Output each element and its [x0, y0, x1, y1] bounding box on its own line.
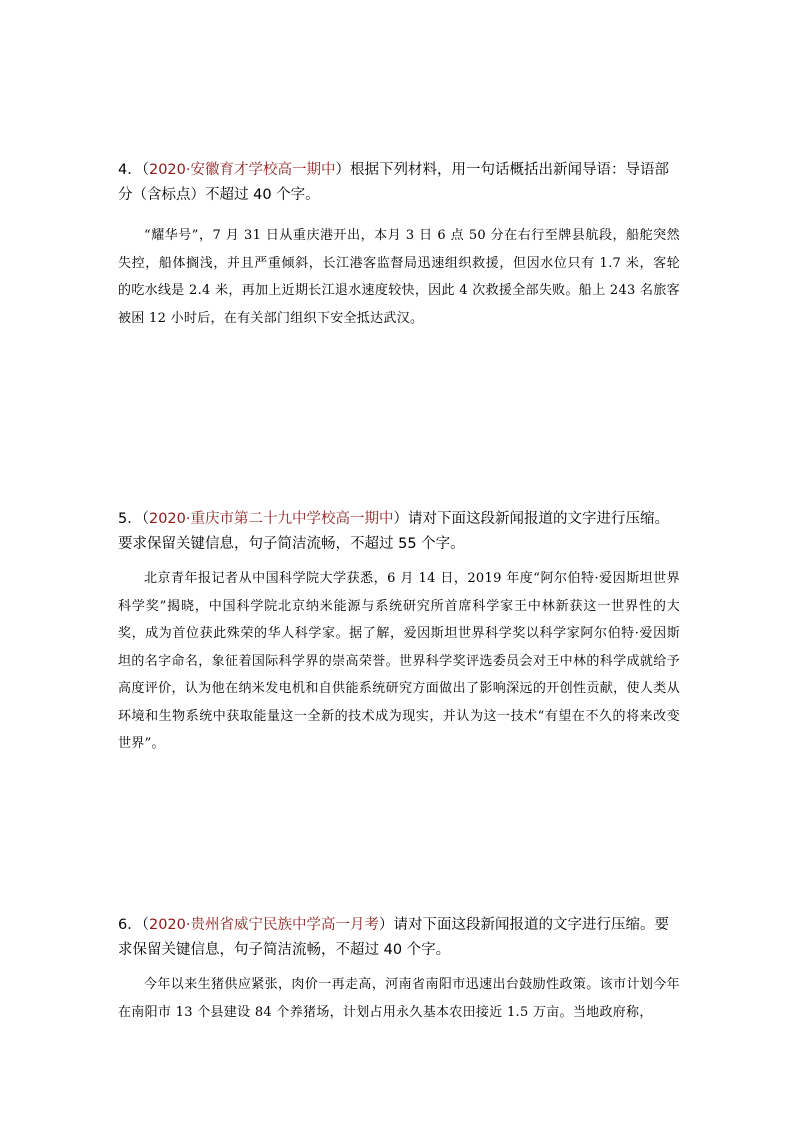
- question-instruction: 请对下面这段新闻报道的文字进行压缩。要求保留关键信息，句子简洁流畅，不超过 40 个字。: [118, 917, 669, 958]
- source-open-paren: （: [141, 511, 149, 527]
- question-source: 2020·重庆市第二十九中学校高一期中: [148, 511, 394, 527]
- question-4: [118, 158, 680, 332]
- question-instruction: 根据下列材料，用一句话概括出新闻导语：导语部分（含标点）不超过 40 个字。: [118, 162, 669, 203]
- question-number: 5．: [118, 511, 142, 527]
- question-number: 4．: [118, 162, 142, 178]
- question-5-material: 北京青年报记者从中国科学院大学获悉，6 月 14 日，2019 年度“阿尔伯特·爱因斯坦世界科学奖”揭晓，中国科学院北京纳米能源与系统研究所首席科学家王中林新获这一世界性的大奖，成为首位获此殊荣的华人科学家。据了解，爱因斯坦世界科学奖以科学家阿尔伯特·爱因斯坦的名字命名，象征着国际科学界的崇高荣誉。世界科学奖评选委员会对王中林的科学成就给予高度评价，认为他在纳米发电机和自供能系统研究方面做出了影响深远的开创性贡献，使人类从环境和生物系统中获取能量这一全新的技术成为现实，并认为这一技术“有望在不久的将来改变世界”。: [118, 571, 680, 751]
- question-4-material: “耀华号”，7 月 31 日从重庆港开出，本月 3 日 6 点 50 分在右行至牌县航段，船舵突然失控，船体搁浅，并且严重倾斜，长江港客监督局迅速组织救援，但因水位只有 1.7 米，客轮的吃水线是 2.4 米，再加上近期长江退水速度较快，因此 4 次救援全部失败。船上 243 名旅客被困 12 小时后，在有关部门组织下安全抵达武汉。: [118, 228, 680, 326]
- source-close-paren: ）: [335, 162, 350, 178]
- source-close-paren: ）: [393, 511, 408, 527]
- question-6: [118, 913, 680, 1026]
- question-number: 6．: [118, 917, 142, 933]
- source-close-paren: ）: [379, 917, 394, 933]
- question-6-material: 今年以来生猪供应紧张，肉价一再走高，河南省南阳市迅速出台鼓励性政策。该市计划今年在南阳市 13 个县建设 84 个养猪场，计划占用永久基本农田接近 1.5 万亩。当地政府称，: [118, 977, 680, 1020]
- question-5-prompt: [118, 507, 680, 557]
- question-instruction: 请对下面这段新闻报道的文字进行压缩。要求保留关键信息，句子简洁流畅，不超过 55 个字。: [118, 511, 669, 552]
- question-4-prompt: [118, 158, 680, 208]
- question-source: 2020·贵州省威宁民族中学高一月考: [148, 917, 379, 933]
- source-open-paren: （: [141, 162, 149, 178]
- question-source: 2020·安徽育才学校高一期中: [148, 162, 336, 178]
- source-open-paren: （: [141, 917, 149, 933]
- question-6-prompt: [118, 913, 680, 963]
- question-5: [118, 507, 680, 758]
